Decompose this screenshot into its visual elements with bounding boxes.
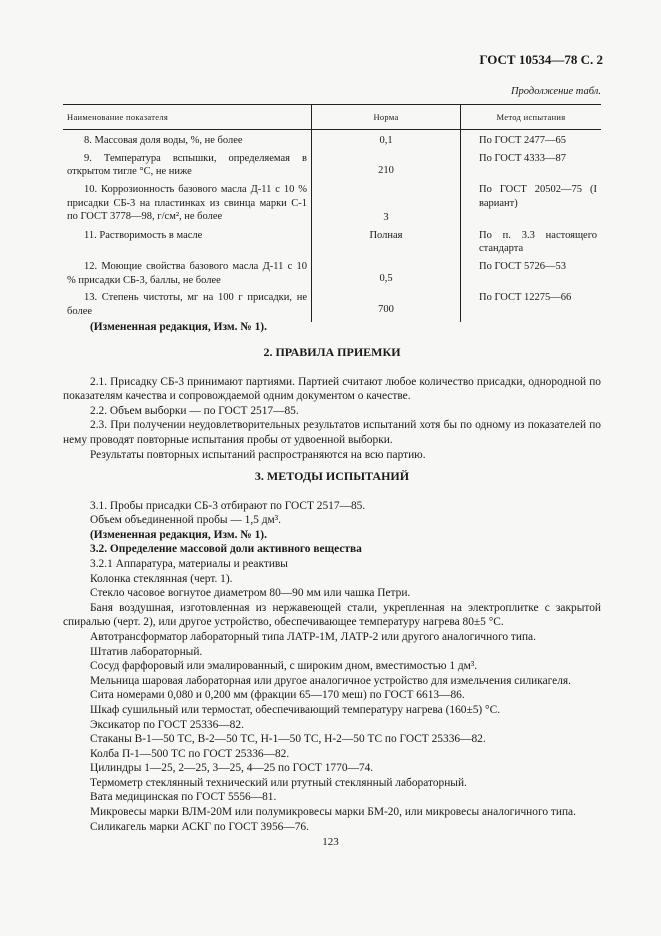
paragraph: Цилиндры 1—25, 2—25, 3—25, 4—25 по ГОСТ 1770—74. [90,762,374,775]
paragraph: Термометр стеклянный технический или ртутный стеклянный лабораторный. [90,776,467,789]
norm-value: 0,5 [379,272,393,284]
norm-value: 0,1 [312,130,461,152]
indicator-name: 12. Моющие свойства базового масла Д-11 с 10 % присадки СБ-3, баллы, не более [67,260,307,286]
paragraph: Сосуд фарфоровый или эмалированный, с широким дном, вместимостью 1 дм³. [90,660,478,673]
subsection-title: 3.2. Определение массовой доли активного вещества [90,543,362,556]
page-header: ГОСТ 10534—78 С. 2 [479,52,603,67]
test-method: По ГОСТ 2477—65 [461,130,602,152]
column-header-method: Метод испытания [461,105,602,130]
norm-value: 3 [383,211,389,223]
section-title: 2. ПРАВИЛА ПРИЕМКИ [263,345,401,359]
paragraph: 2.3. При получении неудовлетворительных результатов испытаний хотя бы по одному из показателей по нему проводят повторные испытания пробы от удвоенной выборки. [63,419,601,446]
table-row [63,229,601,260]
norm-value: Полная [312,229,461,260]
test-method: По ГОСТ 20502—75 (I вариант) [461,183,602,229]
norm-value: 700 [378,304,394,316]
indicator-name: 8. Массовая доля воды, %, не более [84,135,243,147]
paragraph: Вата медицинская по ГОСТ 5556—81. [90,791,277,804]
amendment-note: (Измененная редакция, Изм. № 1). [90,528,267,541]
page-number: 123 [322,836,339,848]
paragraph: Микровесы марки ВЛМ-20М или полумикровесы марки БМ-20, или микровесы аналогичного типа. [90,806,576,819]
paragraph: Эксикатор по ГОСТ 25336—82. [90,718,244,731]
paragraph: 2.1. Присадку СБ-3 принимают партиями. Партией считают любое количество присадки, однородной по показателям качества и сопровождаемой одним документом о качестве. [63,375,601,403]
paragraph: 3.1. Пробы присадки СБ-3 отбирают по ГОСТ 2517—85. [90,499,366,512]
test-method: По п. 3.3 настоящего стандарта [461,229,602,260]
section-test-methods [63,469,601,834]
indicator-name: 11. Растворимость в масле [84,229,203,241]
paragraph: Колонка стеклянная (черт. 1). [90,572,233,585]
paragraph: 2.2. Объем выборки — по ГОСТ 2517—85. [90,404,299,417]
paragraph: Сита номерами 0,080 и 0,200 мм (фракции 65—170 меш) по ГОСТ 6613—86. [90,689,465,702]
paragraph: Объем объединенной пробы — 1,5 дм³. [90,514,281,527]
indicator-name: 10. Коррозионность базового масла Д-11 с 10 % присадки СБ-3 на пластинках из свинца марки С-1 по ГОСТ 3778—98, г/см², не более [67,183,307,223]
paragraph: 3.2.1 Аппаратура, материалы и реактивы [90,557,288,570]
section-acceptance-rules [63,345,601,462]
norm-value: 210 [378,164,394,176]
table-row [63,260,601,291]
table-header-row [63,105,601,130]
paragraph: Баня воздушная, изготовленная из нержавеющей стали, укрепленная на электроплитке с закрытой спиралью (черт. 2), или другое устройство, обеспечивающее температуру нагрева 80±5 °С. [63,601,601,629]
paragraph: Результаты повторных испытаний распространяются на всю партию. [90,448,426,461]
amendment-note-block [63,320,601,335]
section-title: 3. МЕТОДЫ ИСПЫТАНИЙ [254,469,410,483]
test-method: По ГОСТ 4333—87 [461,152,602,183]
paragraph: Шкаф сушильный или термостат, обеспечивающий температуру нагрева (160±5) °С. [90,703,501,716]
table-row [63,291,601,322]
specification-table [63,104,601,322]
column-header-name: Наименование показателя [63,105,312,130]
test-method: По ГОСТ 12275—66 [461,291,602,322]
indicator-name: 13. Степень чистоты, мг на 100 г присадки, не более [67,292,307,317]
amendment-note: (Измененная редакция, Изм. № 1). [90,321,267,333]
column-header-norm: Норма [312,105,461,130]
table-row [63,183,601,229]
paragraph: Автотрансформатор лабораторный типа ЛАТР-1М, ЛАТР-2 или другого аналогичного типа. [90,630,536,643]
paragraph: Стекло часовое вогнутое диаметром 80—90 мм или чашка Петри. [90,587,411,600]
table-row [63,152,601,183]
table-continuation-note: Продолжение табл. [510,86,601,97]
indicator-name: 9. Температура вспышки, определяемая в открытом тигле °С, не ниже [67,152,307,178]
paragraph: Штатив лабораторный. [90,645,203,658]
test-method: По ГОСТ 5726—53 [461,260,602,291]
paragraph: Колба П-1—500 ТС по ГОСТ 25336—82. [90,747,290,760]
paragraph: Силикагель марки АСКГ по ГОСТ 3956—76. [90,820,309,833]
paragraph: Стаканы В-1—50 ТС, В-2—50 ТС, Н-1—50 ТС, Н-2—50 ТС по ГОСТ 25336—82. [90,733,486,746]
paragraph: Мельница шаровая лабораторная или другое аналогичное устройство для измельчения силикагеля. [90,674,572,687]
table-row [63,130,601,152]
